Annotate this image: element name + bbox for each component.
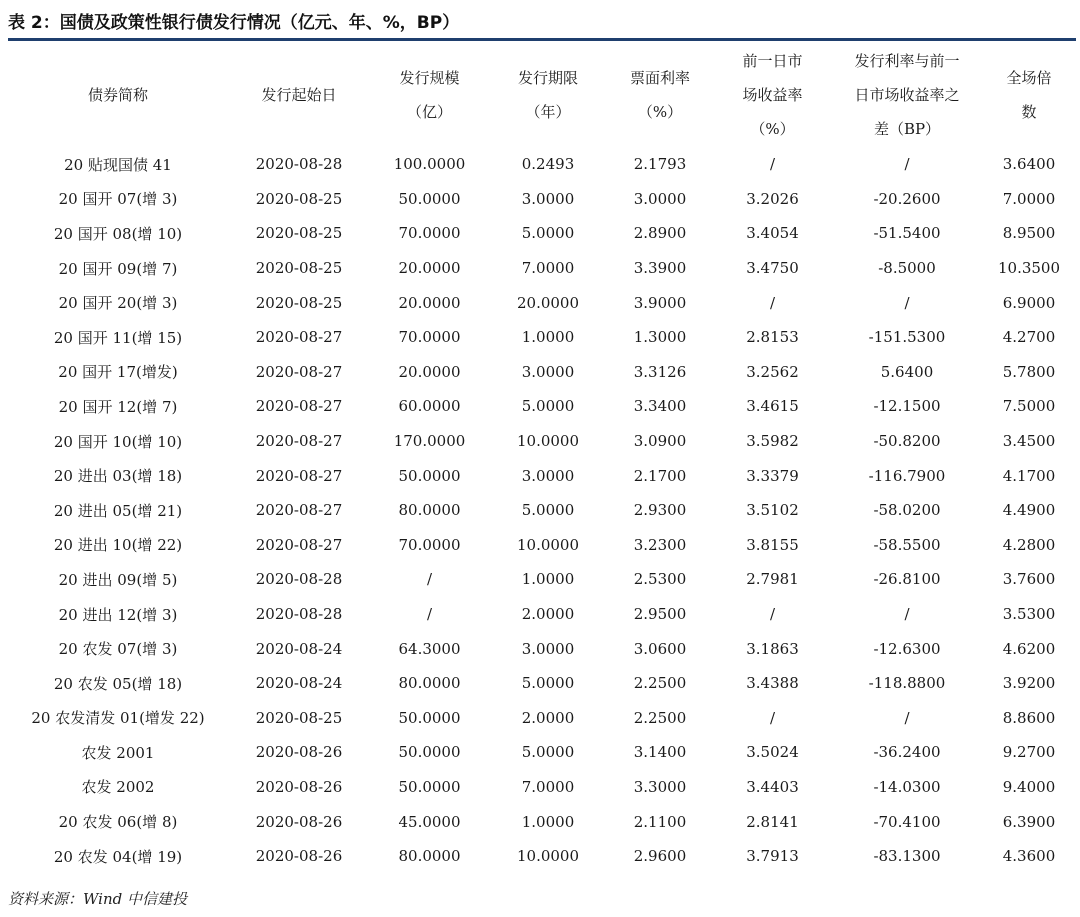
issue-start-date-cell: 2020-08-27 (255, 501, 343, 520)
issue-size-cell: 50.0000 (398, 777, 461, 796)
rate-spread-cell: / (904, 155, 910, 174)
issue-start-date-cell: 2020-08-24 (255, 639, 343, 658)
prev-day-yield-cell: 3.4750 (746, 259, 799, 278)
coupon-rate-cell: 2.2500 (633, 674, 687, 693)
header-bond-name: 债券简称 (87, 86, 148, 104)
table-row (8, 839, 1076, 874)
table-row (8, 320, 1076, 355)
rate-spread-cell: -36.2400 (873, 743, 941, 762)
bond-name-cell: 20 农发 07(增 3) (58, 640, 178, 659)
issue-term-cell: 3.0000 (521, 362, 575, 381)
issue-size-cell: 50.0000 (398, 743, 461, 762)
prev-day-yield-cell: 3.4403 (746, 777, 799, 796)
prev-day-yield-cell: 2.7981 (746, 570, 799, 589)
header-prev-day-yield: 前一日市 场收益率 （%） (742, 52, 803, 138)
coupon-rate-cell: 3.3400 (633, 397, 687, 416)
prev-day-yield-cell: 2.8141 (746, 812, 799, 831)
bid-cover-ratio-cell: 4.2800 (1002, 535, 1056, 554)
prev-day-yield-cell: / (769, 605, 776, 624)
table-row (8, 528, 1076, 563)
table-body (8, 147, 1076, 873)
issue-size-cell: 100.0000 (393, 155, 466, 174)
issue-size-cell: 45.0000 (398, 812, 461, 831)
issue-size-cell: 70.0000 (398, 328, 461, 347)
bid-cover-ratio-cell: 3.9200 (1002, 674, 1056, 693)
rate-spread-cell: -70.4100 (873, 812, 941, 831)
bid-cover-ratio-cell: 3.6400 (1002, 155, 1056, 174)
issue-start-date-cell: 2020-08-25 (255, 708, 343, 727)
bond-name-cell: 20 国开 07(增 3) (58, 190, 178, 209)
rate-spread-cell: -116.7900 (868, 466, 946, 485)
table-row (8, 701, 1076, 736)
prev-day-yield-cell: / (769, 293, 776, 312)
table-row (8, 182, 1076, 217)
bond-name-cell: 20 农发 05(增 18) (53, 674, 183, 693)
coupon-rate-cell: 3.1400 (633, 743, 687, 762)
coupon-rate-cell: 3.0900 (633, 432, 687, 451)
issue-term-cell: 3.0000 (521, 189, 575, 208)
issue-start-date-cell: 2020-08-24 (255, 674, 343, 693)
coupon-rate-cell: 2.1700 (633, 466, 687, 485)
source-note: 资料来源：Wind 中信建投 (8, 890, 187, 908)
prev-day-yield-cell: 3.4054 (746, 224, 799, 243)
table-title: 表 2：国债及政策性银行债发行情况（亿元、年、%，BP） (8, 13, 460, 33)
bid-cover-ratio-cell: 3.5300 (1002, 605, 1056, 624)
prev-day-yield-cell: 3.5024 (746, 743, 799, 762)
prev-day-yield-cell: / (769, 155, 776, 174)
table-header-row (8, 43, 1076, 147)
issue-term-cell: 5.0000 (521, 743, 575, 762)
rate-spread-cell: -51.5400 (873, 224, 941, 243)
coupon-rate-cell: 1.3000 (633, 328, 687, 347)
header-bid-cover-ratio: 全场倍 数 (1006, 69, 1052, 121)
issue-size-cell: 50.0000 (398, 708, 461, 727)
issue-term-cell: 10.0000 (516, 535, 580, 554)
issue-term-cell: 2.0000 (521, 605, 575, 624)
issue-term-cell: 7.0000 (521, 777, 575, 796)
coupon-rate-cell: 2.2500 (633, 708, 687, 727)
issue-start-date-cell: 2020-08-27 (255, 466, 343, 485)
issue-start-date-cell: 2020-08-28 (255, 570, 343, 589)
bid-cover-ratio-cell: 4.4900 (1002, 501, 1056, 520)
issue-start-date-cell: 2020-08-27 (255, 362, 343, 381)
bid-cover-ratio-cell: 10.3500 (997, 259, 1061, 278)
rate-spread-cell: / (904, 708, 910, 727)
bid-cover-ratio-cell: 8.8600 (1002, 708, 1056, 727)
rate-spread-cell: -50.8200 (873, 432, 941, 451)
issue-term-cell: 5.0000 (521, 397, 575, 416)
table-row (8, 458, 1076, 493)
coupon-rate-cell: 3.9000 (633, 293, 687, 312)
issue-term-cell: 3.0000 (521, 639, 575, 658)
bid-cover-ratio-cell: 8.9500 (1002, 224, 1056, 243)
bid-cover-ratio-cell: 3.4500 (1002, 432, 1056, 451)
bid-cover-ratio-cell: 9.2700 (1002, 743, 1056, 762)
bond-name-cell: 20 进出 10(增 22) (53, 536, 183, 555)
bond-name-cell: 20 进出 03(增 18) (53, 467, 183, 486)
table-row (8, 355, 1076, 390)
issue-start-date-cell: 2020-08-28 (255, 605, 343, 624)
rate-spread-cell: -151.5300 (868, 328, 946, 347)
table-row (8, 285, 1076, 320)
issue-start-date-cell: 2020-08-26 (255, 847, 343, 866)
issue-term-cell: 7.0000 (521, 259, 575, 278)
table-row (8, 735, 1076, 770)
issue-size-cell: 80.0000 (398, 847, 461, 866)
bond-name-cell: 20 进出 09(增 5) (58, 570, 178, 589)
prev-day-yield-cell: 3.8155 (746, 535, 799, 554)
prev-day-yield-cell: 3.2562 (746, 362, 799, 381)
bid-cover-ratio-cell: 4.3600 (1002, 847, 1056, 866)
coupon-rate-cell: 3.2300 (633, 535, 687, 554)
table-row (8, 493, 1076, 528)
bond-name-cell: 20 国开 11(增 15) (53, 328, 183, 347)
coupon-rate-cell: 3.0600 (633, 639, 687, 658)
rate-spread-cell: / (904, 605, 910, 624)
table-row (8, 804, 1076, 839)
issue-start-date-cell: 2020-08-27 (255, 328, 343, 347)
coupon-rate-cell: 2.9600 (633, 847, 687, 866)
rate-spread-cell: -20.2600 (873, 189, 941, 208)
bid-cover-ratio-cell: 3.7600 (1002, 570, 1056, 589)
issue-start-date-cell: 2020-08-25 (255, 293, 343, 312)
table-row (8, 216, 1076, 251)
issue-start-date-cell: 2020-08-26 (255, 812, 343, 831)
table-row (8, 597, 1076, 632)
rate-spread-cell: -58.5500 (873, 535, 941, 554)
header-rate-spread-bp: 发行利率与前一 日市场收益率之 差（BP） (854, 52, 960, 138)
bond-name-cell: 20 国开 17(增发) (58, 363, 178, 382)
header-issue-start-date: 发行起始日 (261, 86, 337, 104)
table-row (8, 251, 1076, 286)
issue-start-date-cell: 2020-08-28 (255, 155, 343, 174)
prev-day-yield-cell: 3.7913 (746, 847, 799, 866)
bond-name-cell: 20 国开 12(增 7) (58, 397, 178, 416)
coupon-rate-cell: 2.8900 (633, 224, 687, 243)
coupon-rate-cell: 2.1793 (633, 155, 687, 174)
coupon-rate-cell: 2.5300 (633, 570, 687, 589)
issue-size-cell: 80.0000 (398, 674, 461, 693)
coupon-rate-cell: 3.3126 (633, 362, 687, 381)
bid-cover-ratio-cell: 6.3900 (1002, 812, 1056, 831)
bond-name-cell: 20 国开 10(增 10) (53, 432, 183, 451)
table-row (8, 147, 1076, 182)
issue-size-cell: 70.0000 (398, 535, 461, 554)
issue-start-date-cell: 2020-08-27 (255, 432, 343, 451)
table-row (8, 424, 1076, 459)
rate-spread-cell: 5.6400 (880, 362, 934, 381)
bond-name-cell: 20 进出 05(增 21) (53, 501, 183, 520)
issue-term-cell: 1.0000 (521, 570, 575, 589)
issue-size-cell: 50.0000 (398, 466, 461, 485)
issue-term-cell: 3.0000 (521, 466, 575, 485)
issue-size-cell: 60.0000 (398, 397, 461, 416)
issue-start-date-cell: 2020-08-26 (255, 743, 343, 762)
issue-size-cell: 20.0000 (398, 362, 461, 381)
header-issue-term: 发行期限 （年） (517, 69, 578, 121)
table-row (8, 666, 1076, 701)
rate-spread-cell: / (904, 293, 910, 312)
issue-start-date-cell: 2020-08-27 (255, 535, 343, 554)
prev-day-yield-cell: 3.4615 (746, 397, 799, 416)
prev-day-yield-cell: 3.5102 (746, 501, 799, 520)
issue-start-date-cell: 2020-08-26 (255, 777, 343, 796)
issue-term-cell: 2.0000 (521, 708, 575, 727)
issue-term-cell: 0.2493 (521, 155, 575, 174)
coupon-rate-cell: 3.0000 (633, 189, 687, 208)
bond-name-cell: 农发 2001 (81, 743, 155, 762)
issue-size-cell: 80.0000 (398, 501, 461, 520)
coupon-rate-cell: 3.3900 (633, 259, 687, 278)
bond-name-cell: 20 国开 09(增 7) (58, 259, 178, 278)
rate-spread-cell: -26.8100 (873, 570, 941, 589)
rate-spread-cell: -14.0300 (873, 777, 941, 796)
rate-spread-cell: -58.0200 (873, 501, 941, 520)
prev-day-yield-cell: 2.8153 (746, 328, 799, 347)
rate-spread-cell: -83.1300 (873, 847, 941, 866)
issue-size-cell: 20.0000 (398, 259, 461, 278)
issue-size-cell: 64.3000 (398, 639, 461, 658)
prev-day-yield-cell: / (769, 708, 776, 727)
issue-start-date-cell: 2020-08-25 (255, 189, 343, 208)
header-coupon-rate: 票面利率 （%） (629, 69, 690, 121)
bond-name-cell: 20 贴现国债 41 (64, 155, 172, 174)
bid-cover-ratio-cell: 4.6200 (1002, 639, 1056, 658)
bid-cover-ratio-cell: 9.4000 (1002, 777, 1056, 796)
issue-start-date-cell: 2020-08-25 (255, 259, 343, 278)
bond-name-cell: 20 农发 04(增 19) (53, 847, 183, 866)
coupon-rate-cell: 2.9300 (633, 501, 687, 520)
coupon-rate-cell: 2.9500 (633, 605, 687, 624)
prev-day-yield-cell: 3.1863 (746, 639, 799, 658)
prev-day-yield-cell: 3.5982 (746, 432, 799, 451)
issue-term-cell: 5.0000 (521, 674, 575, 693)
title-underline (8, 38, 1076, 41)
issue-size-cell: / (426, 605, 433, 624)
table-row (8, 562, 1076, 597)
bid-cover-ratio-cell: 7.5000 (1002, 397, 1056, 416)
issue-start-date-cell: 2020-08-25 (255, 224, 343, 243)
rate-spread-cell: -12.6300 (873, 639, 941, 658)
bond-issuance-table (8, 43, 1076, 873)
bond-name-cell: 20 国开 08(增 10) (53, 224, 183, 243)
bid-cover-ratio-cell: 4.1700 (1002, 466, 1056, 485)
rate-spread-cell: -118.8800 (868, 674, 946, 693)
issue-size-cell: / (426, 570, 433, 589)
bid-cover-ratio-cell: 7.0000 (1002, 189, 1056, 208)
coupon-rate-cell: 2.1100 (633, 812, 687, 831)
bid-cover-ratio-cell: 6.9000 (1002, 293, 1056, 312)
issue-size-cell: 170.0000 (393, 432, 466, 451)
issue-term-cell: 10.0000 (516, 847, 580, 866)
bid-cover-ratio-cell: 5.7800 (1002, 362, 1056, 381)
issue-term-cell: 5.0000 (521, 224, 575, 243)
bid-cover-ratio-cell: 4.2700 (1002, 328, 1056, 347)
rate-spread-cell: -12.1500 (873, 397, 941, 416)
issue-term-cell: 1.0000 (521, 328, 575, 347)
issue-size-cell: 70.0000 (398, 224, 461, 243)
prev-day-yield-cell: 3.4388 (746, 674, 799, 693)
coupon-rate-cell: 3.3000 (633, 777, 687, 796)
issue-term-cell: 20.0000 (516, 293, 580, 312)
bond-name-cell: 20 农发 06(增 8) (58, 813, 178, 832)
bond-name-cell: 农发 2002 (81, 778, 155, 797)
table-row (8, 770, 1076, 805)
bond-name-cell: 20 进出 12(增 3) (58, 605, 178, 624)
table-row (8, 389, 1076, 424)
issue-term-cell: 10.0000 (516, 432, 580, 451)
issue-term-cell: 5.0000 (521, 501, 575, 520)
prev-day-yield-cell: 3.3379 (746, 466, 799, 485)
bond-name-cell: 20 农发清发 01(增发 22) (31, 709, 205, 728)
table-row (8, 631, 1076, 666)
rate-spread-cell: -8.5000 (878, 259, 936, 278)
issue-term-cell: 1.0000 (521, 812, 575, 831)
issue-size-cell: 20.0000 (398, 293, 461, 312)
bond-name-cell: 20 国开 20(增 3) (58, 294, 178, 313)
issue-size-cell: 50.0000 (398, 189, 461, 208)
prev-day-yield-cell: 3.2026 (746, 189, 799, 208)
issue-start-date-cell: 2020-08-27 (255, 397, 343, 416)
header-issue-size: 发行规模 （亿） (399, 69, 460, 121)
